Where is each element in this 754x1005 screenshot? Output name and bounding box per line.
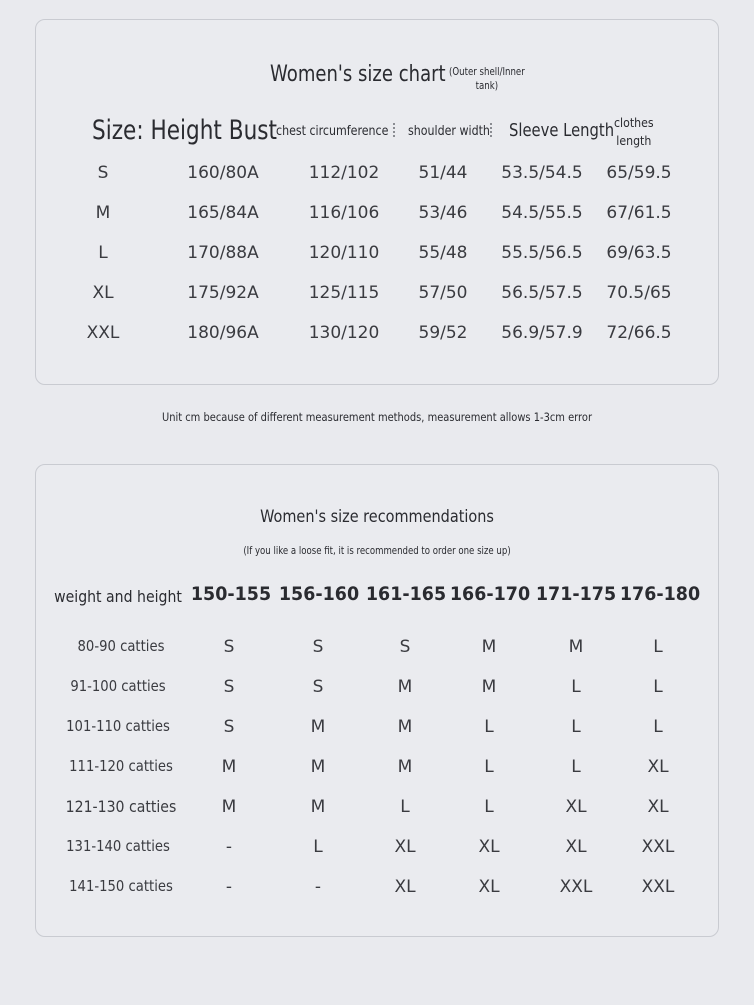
cell-shoulder: 53/46 [418,203,468,223]
table-row [36,637,720,661]
size-cell: XXL [641,837,675,857]
size-chart-title-note [449,65,525,93]
cell-length: 65/59.5 [606,163,672,183]
cell-shoulder: 59/52 [418,323,468,343]
size-cell: S [223,677,235,697]
cell-height-bust: 175/92A [187,283,259,303]
size-cell: M [310,757,326,777]
size-cell: L [653,677,663,697]
cell-shoulder: 55/48 [418,243,468,263]
size-cell: M [310,717,326,737]
table-row [36,283,720,307]
cell-chest: 112/102 [308,163,380,183]
header-sleeve: Sleeve Length [509,120,615,141]
size-cell: M [568,637,584,657]
table-row [36,203,720,227]
size-cell: M [397,757,413,777]
size-cell: L [571,717,581,737]
table-row [36,323,720,347]
size-cell: M [481,637,497,657]
recommendations-title: Women's size recommendations [260,507,494,527]
cell-length: 70.5/65 [606,283,672,303]
cell-height-bust: 180/96A [187,323,259,343]
size-cell: S [312,677,324,697]
size-cell: XL [394,837,416,857]
weight-label: 91-100 catties [70,677,166,695]
size-cell: L [484,757,494,777]
weight-label: 111-120 catties [69,757,173,775]
cell-sleeve: 56.9/57.9 [501,323,583,343]
header-chest: chest circumference [276,124,389,139]
table-row [36,677,720,701]
size-cell: XXL [641,877,675,897]
cell-shoulder: 51/44 [418,163,468,183]
size-cell: L [571,757,581,777]
height-range-header: 171-175 [535,583,617,605]
size-cell: L [484,797,494,817]
size-cell: XL [394,877,416,897]
cell-size: S [97,163,109,183]
size-cell: XL [647,757,669,777]
corner-label-weight-height: weight and height [54,587,182,606]
size-cell: L [653,717,663,737]
cell-shoulder: 57/50 [418,283,468,303]
cell-size: M [95,203,111,223]
size-cell: XL [478,837,500,857]
header-divider [490,123,494,137]
size-cell: XL [565,797,587,817]
size-cell: L [400,797,410,817]
header-divider [393,123,397,137]
size-chart-title: Women's size chart [270,62,446,87]
cell-chest: 116/106 [308,203,380,223]
cell-length: 69/63.5 [606,243,672,263]
cell-chest: 120/110 [308,243,380,263]
size-cell: M [397,717,413,737]
height-range-header: 176-180 [619,583,701,605]
size-cell: L [484,717,494,737]
header-shoulder: shoulder width [408,124,490,139]
size-cell: S [312,637,324,657]
size-cell: XL [565,837,587,857]
cell-length: 72/66.5 [606,323,672,343]
size-cell: S [223,717,235,737]
header-clothes-line-2: length [616,133,652,148]
size-cell: L [571,677,581,697]
size-cell: M [310,797,326,817]
size-cell: M [221,797,237,817]
weight-label: 121-130 catties [65,797,177,816]
cell-sleeve: 56.5/57.5 [501,283,583,303]
table-row [36,243,720,267]
header-size-height-bust: Size: Height Bust [92,115,277,146]
cell-sleeve: 55.5/56.5 [501,243,583,263]
size-chart-card [35,19,719,385]
size-cell: XL [478,877,500,897]
size-cell: M [481,677,497,697]
title-note-line-2: tank) [475,80,499,92]
size-cell: M [221,757,237,777]
cell-size: XXL [86,323,120,343]
size-cell: S [399,637,411,657]
size-cell: M [397,677,413,697]
cell-height-bust: 165/84A [187,203,259,223]
size-cell: XXL [559,877,593,897]
cell-size: XL [92,283,114,303]
recommendations-note: (If you like a loose fit, it is recommended to order one size up) [243,544,511,557]
table-row [36,757,720,781]
table-row [36,877,720,901]
height-range-header: 166-170 [449,583,531,605]
weight-label: 131-140 catties [66,837,170,855]
title-note-line-1: (Outer shell/Inner [449,66,525,78]
size-cell: L [653,637,663,657]
cell-height-bust: 160/80A [187,163,259,183]
cell-sleeve: 54.5/55.5 [501,203,583,223]
size-cell: - [225,837,233,857]
cell-size: L [98,243,108,263]
weight-label: 80-90 catties [77,637,165,655]
table-row [36,717,720,741]
size-cell: L [313,837,323,857]
cell-length: 67/61.5 [606,203,672,223]
header-clothes-line-1: clothes [614,115,654,130]
cell-sleeve: 53.5/54.5 [501,163,583,183]
header-clothes-length [614,114,654,150]
weight-label: 141-150 catties [69,877,173,895]
height-range-header: 161-165 [365,583,447,605]
size-cell: S [223,637,235,657]
unit-note: Unit cm because of different measurement methods, measurement allows 1-3cm error [161,410,593,424]
size-cell: - [314,877,322,897]
size-recommendations-card [35,464,719,937]
weight-label: 101-110 catties [66,717,170,735]
table-row [36,163,720,187]
size-cell: XL [647,797,669,817]
cell-chest: 125/115 [308,283,380,303]
size-cell: - [225,877,233,897]
cell-chest: 130/120 [308,323,380,343]
height-range-header: 150-155 [190,583,272,605]
height-range-header: 156-160 [278,583,360,605]
cell-height-bust: 170/88A [187,243,259,263]
table-row [36,837,720,861]
table-row [36,797,720,821]
